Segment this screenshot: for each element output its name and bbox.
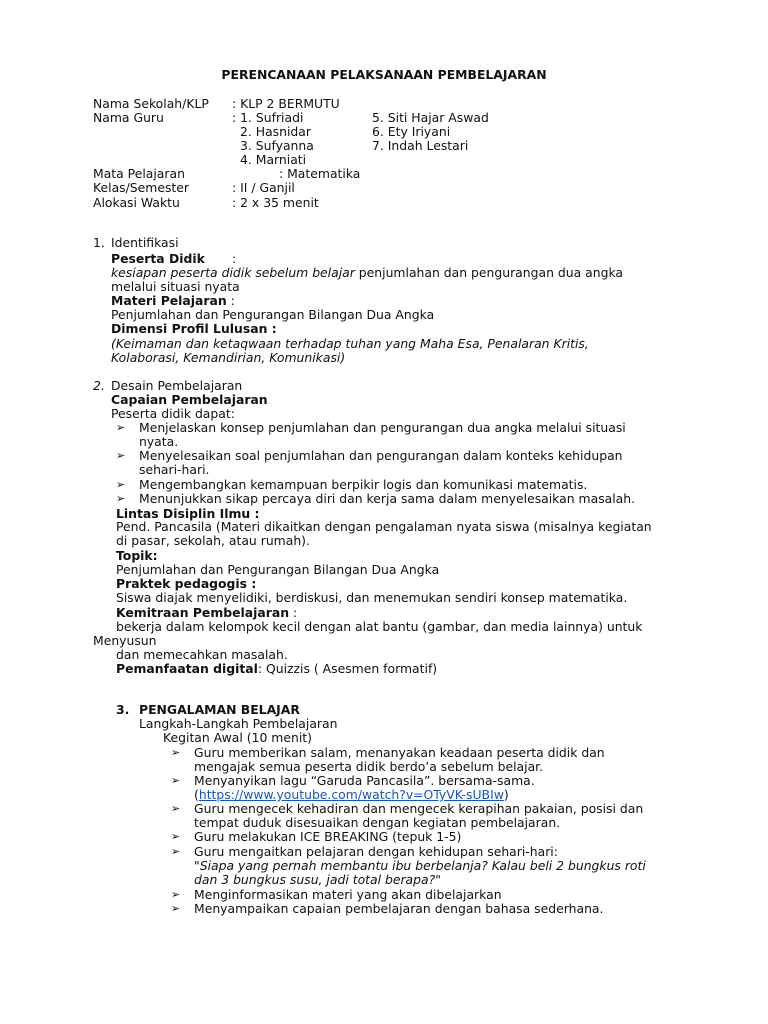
topic-label: Topik: (116, 548, 158, 563)
section-number: 3. (116, 702, 130, 717)
question-quote: dan 3 bungkus susu, jadi total berapa?" (194, 872, 441, 887)
section-number: 2. (93, 378, 105, 393)
pedagogy-value: Siswa diajak menyelidiki, berdiskusi, dan menemukan sendiri konsep matematika. (116, 590, 628, 605)
topic-value: Penjumlahan dan Pengurangan Bilangan Dua Angka (116, 562, 440, 577)
list-item-continuation: nyata. (139, 434, 179, 449)
digital-heading (116, 662, 437, 676)
learners-line2: melalui situasi nyata (111, 279, 240, 294)
partnership-heading (116, 606, 297, 620)
subject-value: : Matematika (279, 166, 361, 181)
learners-label: Peserta Didik (111, 251, 205, 266)
opening-label: Kegitan Awal (10 menit) (163, 730, 312, 745)
list-item: Menunjukkan sikap percaya diri dan kerja sama dalam menyelesaikan masalah. (139, 491, 636, 506)
digital-label: Pemanfaatan digital (116, 661, 258, 676)
partnership-colon: : (289, 605, 298, 620)
cross-discipline-label: Lintas Disiplin Ilmu : (116, 506, 260, 521)
song-link-line (194, 788, 509, 802)
learners-colon: : (232, 251, 237, 266)
youtube-link[interactable]: https://www.youtube.com/watch?v=OTyVK-sUBIw (198, 787, 504, 802)
list-item: Menginformasikan materi yang akan dibelajarkan (194, 887, 502, 902)
class-value: : II / Ganjil (232, 180, 295, 195)
material-label: Materi Pelajaran (111, 293, 227, 308)
subject-label: Mata Pelajaran (93, 166, 185, 181)
list-item: Guru memberikan salam, menanyakan keadaan peserta didik dan (194, 745, 605, 760)
list-item: Menyampaikan capaian pembelajaran dengan bahasa sederhana. (194, 901, 604, 916)
profile-line: (Keimaman dan ketaqwaan terhadap tuhan yang Maha Esa, Penalaran Kritis, (111, 336, 589, 351)
list-item: Guru mengecek kehadiran dan mengecek kerapihan pakaian, posisi dan (194, 801, 644, 816)
partnership-label: Kemitraan Pembelajaran (116, 605, 290, 620)
material-colon: : (226, 293, 235, 308)
section-title: Identifikasi (111, 235, 179, 250)
teacher-label: Nama Guru (93, 110, 164, 125)
arrowhead-bullet-icon: ➢ (171, 746, 181, 759)
material-value: Penjumlahan dan Pengurangan Bilangan Dua Angka (111, 307, 435, 322)
arrowhead-bullet-icon: ➢ (171, 774, 181, 787)
section-title: Desain Pembelajaran (111, 378, 243, 393)
arrowhead-bullet-icon: ➢ (116, 449, 126, 462)
question-quote: "Siapa yang pernah membantu ibu berbelanja? Kalau beli 2 bungkus roti (194, 858, 646, 873)
teacher-item: 4. Marniati (240, 152, 307, 167)
teacher-item: : 1. Sufriadi (232, 110, 304, 125)
teacher-item: 7. Indah Lestari (372, 138, 469, 153)
teacher-item: 2. Hasnidar (240, 124, 311, 139)
partnership-line: dan memecahkan masalah. (116, 647, 288, 662)
arrowhead-bullet-icon: ➢ (116, 492, 126, 505)
list-item: Mengembangkan kemampuan berpikir logis dan komunikasi matematis. (139, 477, 588, 492)
class-label: Kelas/Semester (93, 180, 190, 195)
paren-open: ( (194, 787, 199, 802)
arrowhead-bullet-icon: ➢ (171, 802, 181, 815)
teacher-item: 3. Sufyanna (240, 138, 314, 153)
learners-italic: kesiapan peserta didik sebelum belajar (111, 265, 355, 280)
list-item: Menjelaskan konsep penjumlahan dan pengurangan dua angka melalui situasi (139, 420, 626, 435)
profile-label: Dimensi Profil Lulusan : (111, 321, 277, 336)
cross-discipline-line: di pasar, sekolah, atau rumah). (116, 533, 310, 548)
achievement-intro: Peserta didik dapat: (111, 406, 235, 421)
material-heading (111, 294, 235, 308)
section-number: 1. (93, 235, 105, 250)
arrowhead-bullet-icon: ➢ (171, 830, 181, 843)
list-item: Menyanyikan lagu “Garuda Pancasila”. bersama-sama. (194, 773, 535, 788)
list-item: Menyelesaikan soal penjumlahan dan pengurangan dalam konteks kehidupan (139, 448, 623, 463)
arrowhead-bullet-icon: ➢ (171, 902, 181, 915)
paren-close: ) (503, 787, 509, 802)
profile-line: Kolaborasi, Kemandirian, Komunikasi) (111, 350, 346, 365)
learners-rest: penjumlahan dan pengurangan dua angka (354, 265, 623, 280)
list-item: Guru mengaitkan pelajaran dengan kehidupan sehari-hari: (194, 844, 558, 859)
list-item-continuation: tempat duduk disesuaikan dengan kegiatan pembelajaran. (194, 815, 561, 830)
page-title: PERENCANAAN PELAKSANAAN PEMBELAJARAN (221, 67, 547, 82)
teacher-item: 6. Ety Iriyani (372, 124, 451, 139)
teacher-item: 5. Siti Hajar Aswad (372, 110, 489, 125)
partnership-line: bekerja dalam kelompok kecil dengan alat bantu (gambar, dan media lainnya) untuk (116, 619, 643, 634)
time-value: : 2 x 35 menit (232, 195, 319, 210)
learners-heading (111, 251, 237, 266)
learners-text (111, 266, 623, 280)
school-label: Nama Sekolah/KLP (93, 96, 209, 111)
arrowhead-bullet-icon: ➢ (171, 888, 181, 901)
achievement-label: Capaian Pembelajaran (111, 392, 268, 407)
school-value: : KLP 2 BERMUTU (232, 96, 340, 111)
section-title: PENGALAMAN BELAJAR (139, 702, 300, 717)
arrowhead-bullet-icon: ➢ (116, 478, 126, 491)
list-item-continuation: sehari-hari. (139, 462, 210, 477)
steps-label: Langkah-Langkah Pembelajaran (139, 716, 338, 731)
arrowhead-bullet-icon: ➢ (116, 421, 126, 434)
digital-value: : Quizzis ( Asesmen formatif) (257, 661, 438, 676)
arrowhead-bullet-icon: ➢ (171, 845, 181, 858)
list-item-continuation: mengajak semua peserta didik berdo’a sebelum belajar. (194, 759, 544, 774)
partnership-line: Menyusun (93, 633, 157, 648)
cross-discipline-line: Pend. Pancasila (Materi dikaitkan dengan pengalaman nyata siswa (misalnya kegiatan (116, 519, 652, 534)
time-label: Alokasi Waktu (93, 195, 180, 210)
pedagogy-label: Praktek pedagogis : (116, 576, 257, 591)
list-item: Guru melakukan ICE BREAKING (tepuk 1-5) (194, 829, 462, 844)
